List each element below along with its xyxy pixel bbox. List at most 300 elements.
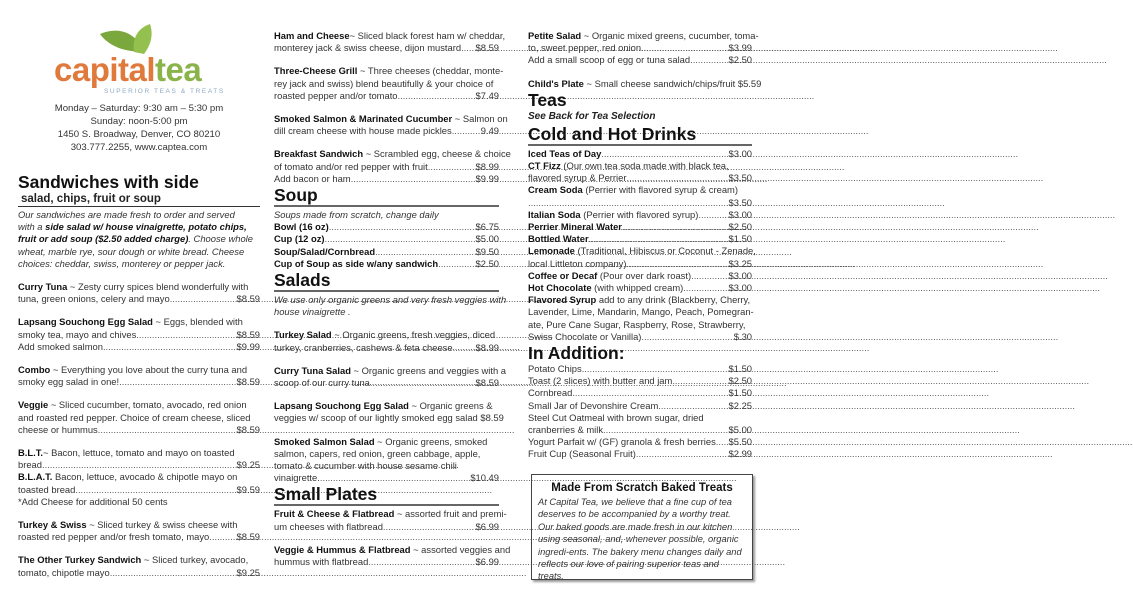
line-text xyxy=(18,293,170,305)
menu-line xyxy=(18,316,260,328)
item-description: Lavender, Lime, Mandarin, Mango, Peach, Pomegran- xyxy=(528,306,754,318)
item-name: Cream Soda xyxy=(528,184,583,196)
menu-line xyxy=(528,412,752,424)
line-text xyxy=(528,306,754,318)
item-description: Add a small scoop of egg or tuna salad xyxy=(528,54,691,66)
menu-line xyxy=(274,521,499,533)
line-text xyxy=(528,30,759,42)
dot-leader xyxy=(98,424,236,436)
spacer xyxy=(528,67,752,78)
item-description: Potato Chips xyxy=(528,363,582,375)
menu-line xyxy=(528,331,752,343)
hours-weekday: Monday – Saturday: 9:30 am – 5:30 pm xyxy=(54,103,224,114)
dot-leader xyxy=(209,531,235,543)
item-price: $8.99 xyxy=(475,341,499,353)
section-description xyxy=(18,209,260,270)
line-text xyxy=(528,258,627,270)
item-description: smoky egg salad in one! xyxy=(18,376,120,388)
item-name: Bowl (16 oz) xyxy=(274,221,329,233)
item-price: $2.50 xyxy=(475,257,499,269)
item-price: $3.50 xyxy=(728,172,752,184)
menu-line xyxy=(18,412,260,424)
menu-line xyxy=(274,246,499,258)
line-text xyxy=(528,160,729,172)
dot-leader xyxy=(110,567,236,579)
item-description: Toast (2 slices) with butter and jam xyxy=(528,375,673,387)
bakery-text: At Capital Tea, we believe that a fine cup of tea deserves to be accompanied by a worthy treat. Our baked goods are made fresh in our kitchen using seasonal, and, whenever possible, organic ingredi-ents. The bakery menu changes daily and reflects our love of pairing superior teas and treats. xyxy=(538,497,742,582)
menu-line xyxy=(274,30,506,42)
dot-leader xyxy=(572,387,727,399)
menu-item xyxy=(274,329,499,353)
menu-item xyxy=(528,363,752,461)
item-name: Cup (12 oz) xyxy=(274,233,325,245)
item-name: Lapsang Souchong Egg Salad xyxy=(18,316,153,328)
item-description: ~ Three cheeses (cheddar, monte- xyxy=(357,65,504,77)
item-name: Lemonade xyxy=(528,245,575,257)
item-description: cranberries & milk xyxy=(528,424,604,436)
line-text xyxy=(18,459,42,471)
section-heading: Soup xyxy=(274,185,499,207)
item-price: $9.50 xyxy=(475,245,499,257)
menu-line xyxy=(18,341,260,353)
dot-leader xyxy=(368,556,474,568)
menu-line xyxy=(18,246,260,258)
dot-leader xyxy=(691,270,727,282)
item-name: fruit or add soup ($2.50 added charge) xyxy=(18,233,189,245)
line-text xyxy=(18,519,237,531)
menu-item xyxy=(274,400,504,424)
section-subheading: salad, chips, fruit or soup xyxy=(18,192,260,207)
menu-line xyxy=(528,387,752,399)
item-price: $8.59 xyxy=(236,293,260,305)
menu-item xyxy=(18,281,260,305)
right-column xyxy=(528,30,762,461)
line-text xyxy=(274,448,480,460)
line-text xyxy=(274,42,461,54)
line-text xyxy=(528,270,691,282)
menu-item xyxy=(18,399,260,436)
menu-item xyxy=(274,113,508,137)
line-text xyxy=(18,399,247,411)
item-price: $9.25 xyxy=(236,566,260,578)
line-text xyxy=(18,531,209,543)
menu-line xyxy=(18,531,260,543)
dot-leader xyxy=(461,42,474,54)
section-heading: Salads xyxy=(274,270,499,292)
item-description: (with whipped cream) xyxy=(591,282,684,294)
capital-tea-logo xyxy=(18,0,260,100)
menu-line xyxy=(274,329,499,341)
item-price: $1.50 xyxy=(728,363,752,375)
dot-leader xyxy=(375,246,474,258)
spacer xyxy=(18,305,260,316)
line-text xyxy=(274,436,487,448)
dot-leader xyxy=(627,258,728,270)
line-text xyxy=(528,172,626,184)
menu-line xyxy=(18,484,260,496)
menu-item xyxy=(274,543,511,568)
menu-line xyxy=(274,173,499,185)
phone-website: 303.777.2255, www.captea.com xyxy=(70,142,208,153)
line-text xyxy=(274,173,351,185)
item-description: to, sweet pepper, red onion xyxy=(528,42,642,54)
item-description: add to any drink (Blackberry, Cherry, xyxy=(596,294,751,306)
item-description: local Littleton company) xyxy=(528,257,627,269)
spacer xyxy=(18,543,260,554)
item-description: ~ Salmon on xyxy=(452,113,508,125)
menu-line xyxy=(18,447,260,459)
menu-line xyxy=(18,459,260,471)
menu-line xyxy=(528,30,759,42)
line-text xyxy=(274,306,351,318)
item-name: B.L.A.T. xyxy=(18,471,53,483)
line-text xyxy=(528,363,582,375)
logo-name-capital: capital xyxy=(54,51,156,88)
item-description: cheese or hummus xyxy=(18,423,98,435)
dot-leader xyxy=(626,172,727,184)
item-name: Curry Tuna xyxy=(18,281,68,293)
item-description: vinaigrette. xyxy=(274,472,320,484)
address: 1450 S. Broadway, Denver, CO 80210 xyxy=(57,129,221,140)
item-description: ~ Small cheese sandwich/chips/fruit $5.59 xyxy=(583,77,762,89)
dot-leader xyxy=(683,282,727,294)
item-name: The Other Turkey Sandwich xyxy=(18,554,142,566)
dot-leader xyxy=(453,342,475,354)
line-text xyxy=(18,329,136,341)
item-name: Veggie & Hummus & Flatbread xyxy=(274,543,411,555)
line-text xyxy=(18,258,225,270)
section-heading: Small Plates xyxy=(274,484,499,506)
spacer xyxy=(18,436,260,447)
item-name: Hot Chocolate xyxy=(528,282,592,294)
item-price: $3.25 xyxy=(728,257,752,269)
item-price: $2.50 xyxy=(728,375,752,387)
item-description: ~ Organic greens and veggies with a xyxy=(350,364,506,376)
menu-item xyxy=(18,447,260,508)
line-text xyxy=(18,496,168,508)
item-name: Breakfast Sandwich xyxy=(274,148,364,160)
menu-line xyxy=(274,42,499,54)
dot-leader xyxy=(428,161,475,173)
dot-leader xyxy=(320,472,469,484)
line-text xyxy=(274,209,439,221)
menu-line xyxy=(274,125,499,137)
line-text xyxy=(274,400,493,412)
line-text xyxy=(528,436,716,448)
item-name: Three-Cheese Grill xyxy=(274,65,358,77)
line-text xyxy=(18,246,244,258)
line-text xyxy=(528,148,601,160)
dot-leader xyxy=(641,42,727,54)
dot-leader xyxy=(672,375,727,387)
line-text xyxy=(528,400,658,412)
section-description xyxy=(274,209,499,221)
spacer xyxy=(274,102,499,113)
item-name: Bottled Water xyxy=(528,233,589,245)
item-name: Italian Soda xyxy=(528,208,581,220)
menu-line xyxy=(528,306,752,318)
item-description: wheat, marble rye, sour dough or white bread. Cheese xyxy=(18,245,245,257)
line-text xyxy=(528,331,641,343)
line-text xyxy=(528,319,745,331)
menu-line xyxy=(18,329,260,341)
line-text xyxy=(18,554,248,566)
item-description: ~ Organic mixed greens, cucumber, toma- xyxy=(581,30,759,41)
menu-line xyxy=(274,161,499,173)
menu-line xyxy=(274,412,504,424)
line-text xyxy=(274,258,438,270)
item-price: $1.50 xyxy=(728,233,752,245)
item-name: Turkey & Swiss xyxy=(18,519,87,531)
item-price: $8.99 xyxy=(475,160,499,172)
line-text xyxy=(274,412,504,424)
item-price: $6.75 xyxy=(475,221,499,233)
item-description: monterey jack & swiss cheese, dijon mustard xyxy=(274,42,462,54)
menu-line xyxy=(274,508,507,520)
line-text xyxy=(18,424,98,436)
item-description: scoop of our curry tuna xyxy=(274,377,370,389)
line-text xyxy=(18,376,119,388)
item-price: $8.59 xyxy=(236,423,260,435)
menu-line xyxy=(18,424,260,436)
item-description: (Perrier with flavored syrup & cream) xyxy=(582,184,738,196)
menu-line xyxy=(18,519,260,531)
menu-line xyxy=(528,77,762,90)
item-price: $5.50 xyxy=(728,436,752,448)
item-price: 9.49 xyxy=(480,125,499,137)
item-price: $9.99 xyxy=(475,172,499,184)
menu-line xyxy=(528,375,752,387)
menu-line xyxy=(274,221,499,233)
line-text xyxy=(528,412,704,424)
item-description: tomato, chipotle mayo xyxy=(18,566,110,578)
line-text xyxy=(274,329,495,341)
item-description: salmon, capers, red onion, green cabbage, apple, xyxy=(274,447,481,459)
dot-leader xyxy=(716,436,728,448)
bakery-box xyxy=(531,474,753,580)
item-description: ate, Pure Cane Sugar, Raspberry, Rose, Strawberry, xyxy=(528,318,746,330)
dot-leader xyxy=(119,376,235,388)
dot-leader xyxy=(641,331,732,343)
line-text xyxy=(274,78,493,90)
line-text xyxy=(528,209,698,221)
menu-line xyxy=(274,460,499,472)
item-description: ~ assorted veggies and xyxy=(410,543,511,555)
item-price: $.30 xyxy=(733,330,752,342)
item-description: roasted pepper and/or tomato xyxy=(274,89,398,101)
dot-leader xyxy=(325,233,475,245)
item-price: $9.25 xyxy=(236,459,260,471)
item-description: house vinaigrette . xyxy=(274,306,351,318)
dot-leader xyxy=(622,221,728,233)
item-description: ~ Sliced black forest ham w/ cheddar, xyxy=(349,30,506,41)
line-text xyxy=(274,30,505,42)
menu-line xyxy=(18,281,260,293)
item-name: Child's Plate xyxy=(528,77,584,89)
section-heading: In Addition: xyxy=(528,343,625,364)
item-name: Veggie xyxy=(18,399,49,411)
menu-line xyxy=(18,471,260,483)
line-text xyxy=(18,209,235,221)
menu-line xyxy=(274,65,504,77)
item-name: Combo xyxy=(18,364,51,376)
menu-line xyxy=(18,554,260,566)
menu-item xyxy=(18,316,260,353)
line-text xyxy=(274,508,507,520)
menu-line xyxy=(528,209,752,221)
item-name: CT Fizz xyxy=(528,160,561,172)
item-name: Ham and Cheese xyxy=(274,30,350,41)
line-text xyxy=(274,460,457,472)
menu-line xyxy=(274,113,508,125)
item-name: Perrier Mineral Water xyxy=(528,221,622,233)
menu-line xyxy=(274,342,499,354)
hours-sunday: Sunday: noon-5:00 pm xyxy=(90,116,188,127)
menu-item xyxy=(528,77,762,90)
item-price: $2.25 xyxy=(728,399,752,411)
item-description: ~ Scrambled egg, cheese & choice xyxy=(363,148,511,160)
section-description xyxy=(274,294,507,318)
spacer xyxy=(18,353,260,364)
line-text xyxy=(274,544,510,556)
menu-line xyxy=(18,376,260,388)
item-price: $5.00 xyxy=(728,424,752,436)
menu-line xyxy=(528,258,752,270)
line-text xyxy=(18,341,103,353)
line-text xyxy=(18,567,110,579)
dot-leader xyxy=(42,459,236,471)
menu-line xyxy=(528,245,756,257)
item-description: Add bacon or ham xyxy=(274,172,351,184)
line-text xyxy=(274,246,375,258)
item-price: $3.50 xyxy=(728,196,752,208)
dot-leader xyxy=(438,258,474,270)
menu-line xyxy=(18,496,260,508)
item-price: $5.00 xyxy=(475,233,499,245)
item-name: Curry Tuna Salad xyxy=(274,364,351,376)
dot-leader xyxy=(103,341,236,353)
item-price: $3.00 xyxy=(728,282,752,294)
menu-line xyxy=(274,233,499,245)
item-price: $8.59 xyxy=(475,42,499,54)
menu-line xyxy=(528,184,752,196)
spacer xyxy=(274,354,499,365)
line-text xyxy=(18,484,75,496)
item-description: ~ Sliced cucumber, tomato, avocado, red onion xyxy=(48,399,247,411)
menu-line xyxy=(274,543,511,556)
item-description: Steel Cut Oatmeal with brown sugar, dried xyxy=(528,411,704,423)
item-price: $2.50 xyxy=(728,221,752,233)
line-text xyxy=(528,448,636,460)
item-name: Fruit & Cheese & Flatbread xyxy=(274,508,395,520)
item-description: ~ Sliced turkey & swiss cheese with xyxy=(86,519,238,531)
menu-line xyxy=(528,172,752,184)
line-text xyxy=(528,233,589,245)
dot-leader xyxy=(601,148,727,160)
menu-line xyxy=(528,54,752,66)
menu-line xyxy=(274,448,499,460)
menu-line xyxy=(528,363,752,375)
menu-line xyxy=(18,258,260,270)
item-name: Iced Teas of Day xyxy=(528,147,602,159)
item-price: $3.00 xyxy=(728,208,752,220)
line-text xyxy=(274,113,508,125)
menu-line xyxy=(274,90,499,102)
item-description: roasted red pepper and/or fresh tomato, mayo xyxy=(18,531,210,543)
menu-line xyxy=(274,364,506,377)
item-price: $6.99 xyxy=(475,556,499,568)
line-text xyxy=(274,521,383,533)
item-price: $7.49 xyxy=(475,89,499,101)
item-description: rey jack and swiss) blend beautifully & your choice of xyxy=(274,77,494,89)
menu-line xyxy=(528,197,752,209)
menu-item xyxy=(18,364,260,388)
menu-line xyxy=(274,472,499,484)
dot-leader xyxy=(636,448,728,460)
item-description: ~ Organic greens & xyxy=(408,400,493,412)
line-text xyxy=(274,365,506,377)
line-text xyxy=(18,412,250,424)
item-description: (Perrier with flavored syrup) xyxy=(580,208,699,220)
item-name: Flavored Syrup xyxy=(528,294,597,306)
dot-leader xyxy=(658,400,727,412)
line-text xyxy=(528,42,641,54)
line-text xyxy=(18,471,237,483)
section-heading: Cold and Hot Drinks xyxy=(528,124,752,146)
menu-line xyxy=(528,42,752,54)
line-text xyxy=(528,245,756,257)
item-description: bread xyxy=(18,459,42,471)
item-description: Soups made from scratch, change daily xyxy=(274,209,439,221)
line-text xyxy=(18,316,243,328)
menu-line xyxy=(274,148,511,160)
menu-item xyxy=(274,436,499,485)
bakery-title: Made From Scratch Baked Treats xyxy=(551,482,733,494)
menu-item xyxy=(274,364,506,389)
item-description: of tomato and/or red pepper with fruit xyxy=(274,160,428,172)
dot-leader xyxy=(351,173,475,185)
dot-leader xyxy=(698,209,727,221)
item-description: Bacon, lettuce, avocado & chipotle mayo on xyxy=(52,471,238,483)
menu-line xyxy=(528,436,752,448)
dot-leader xyxy=(398,90,475,102)
line-text xyxy=(528,424,603,436)
hours-and-contact xyxy=(18,102,260,154)
dot-leader xyxy=(170,293,236,305)
spacer xyxy=(18,508,260,519)
item-description: Cornbread xyxy=(528,387,573,399)
item-name: Turkey Salad xyxy=(274,329,332,341)
item-price: $3.00 xyxy=(728,269,752,281)
item-name: Soup/Salad/Cornbread xyxy=(274,245,376,257)
item-price: $6.99 xyxy=(475,520,499,532)
left-column xyxy=(18,0,260,579)
menu-line xyxy=(528,233,752,245)
dot-leader xyxy=(452,125,480,137)
item-description: . Choose whole xyxy=(188,233,253,245)
line-text xyxy=(528,387,572,399)
item-price: $1.50 xyxy=(728,387,752,399)
item-name: Petite Salad xyxy=(528,30,582,41)
menu-line xyxy=(274,294,507,306)
dot-leader xyxy=(582,363,728,375)
menu-line xyxy=(528,294,752,306)
menu-line xyxy=(274,78,499,90)
menu-line xyxy=(18,364,260,376)
menu-line xyxy=(274,377,499,389)
section-heading: Sandwiches with side xyxy=(18,172,199,192)
item-description: (Pour over dark roast) xyxy=(597,269,692,281)
